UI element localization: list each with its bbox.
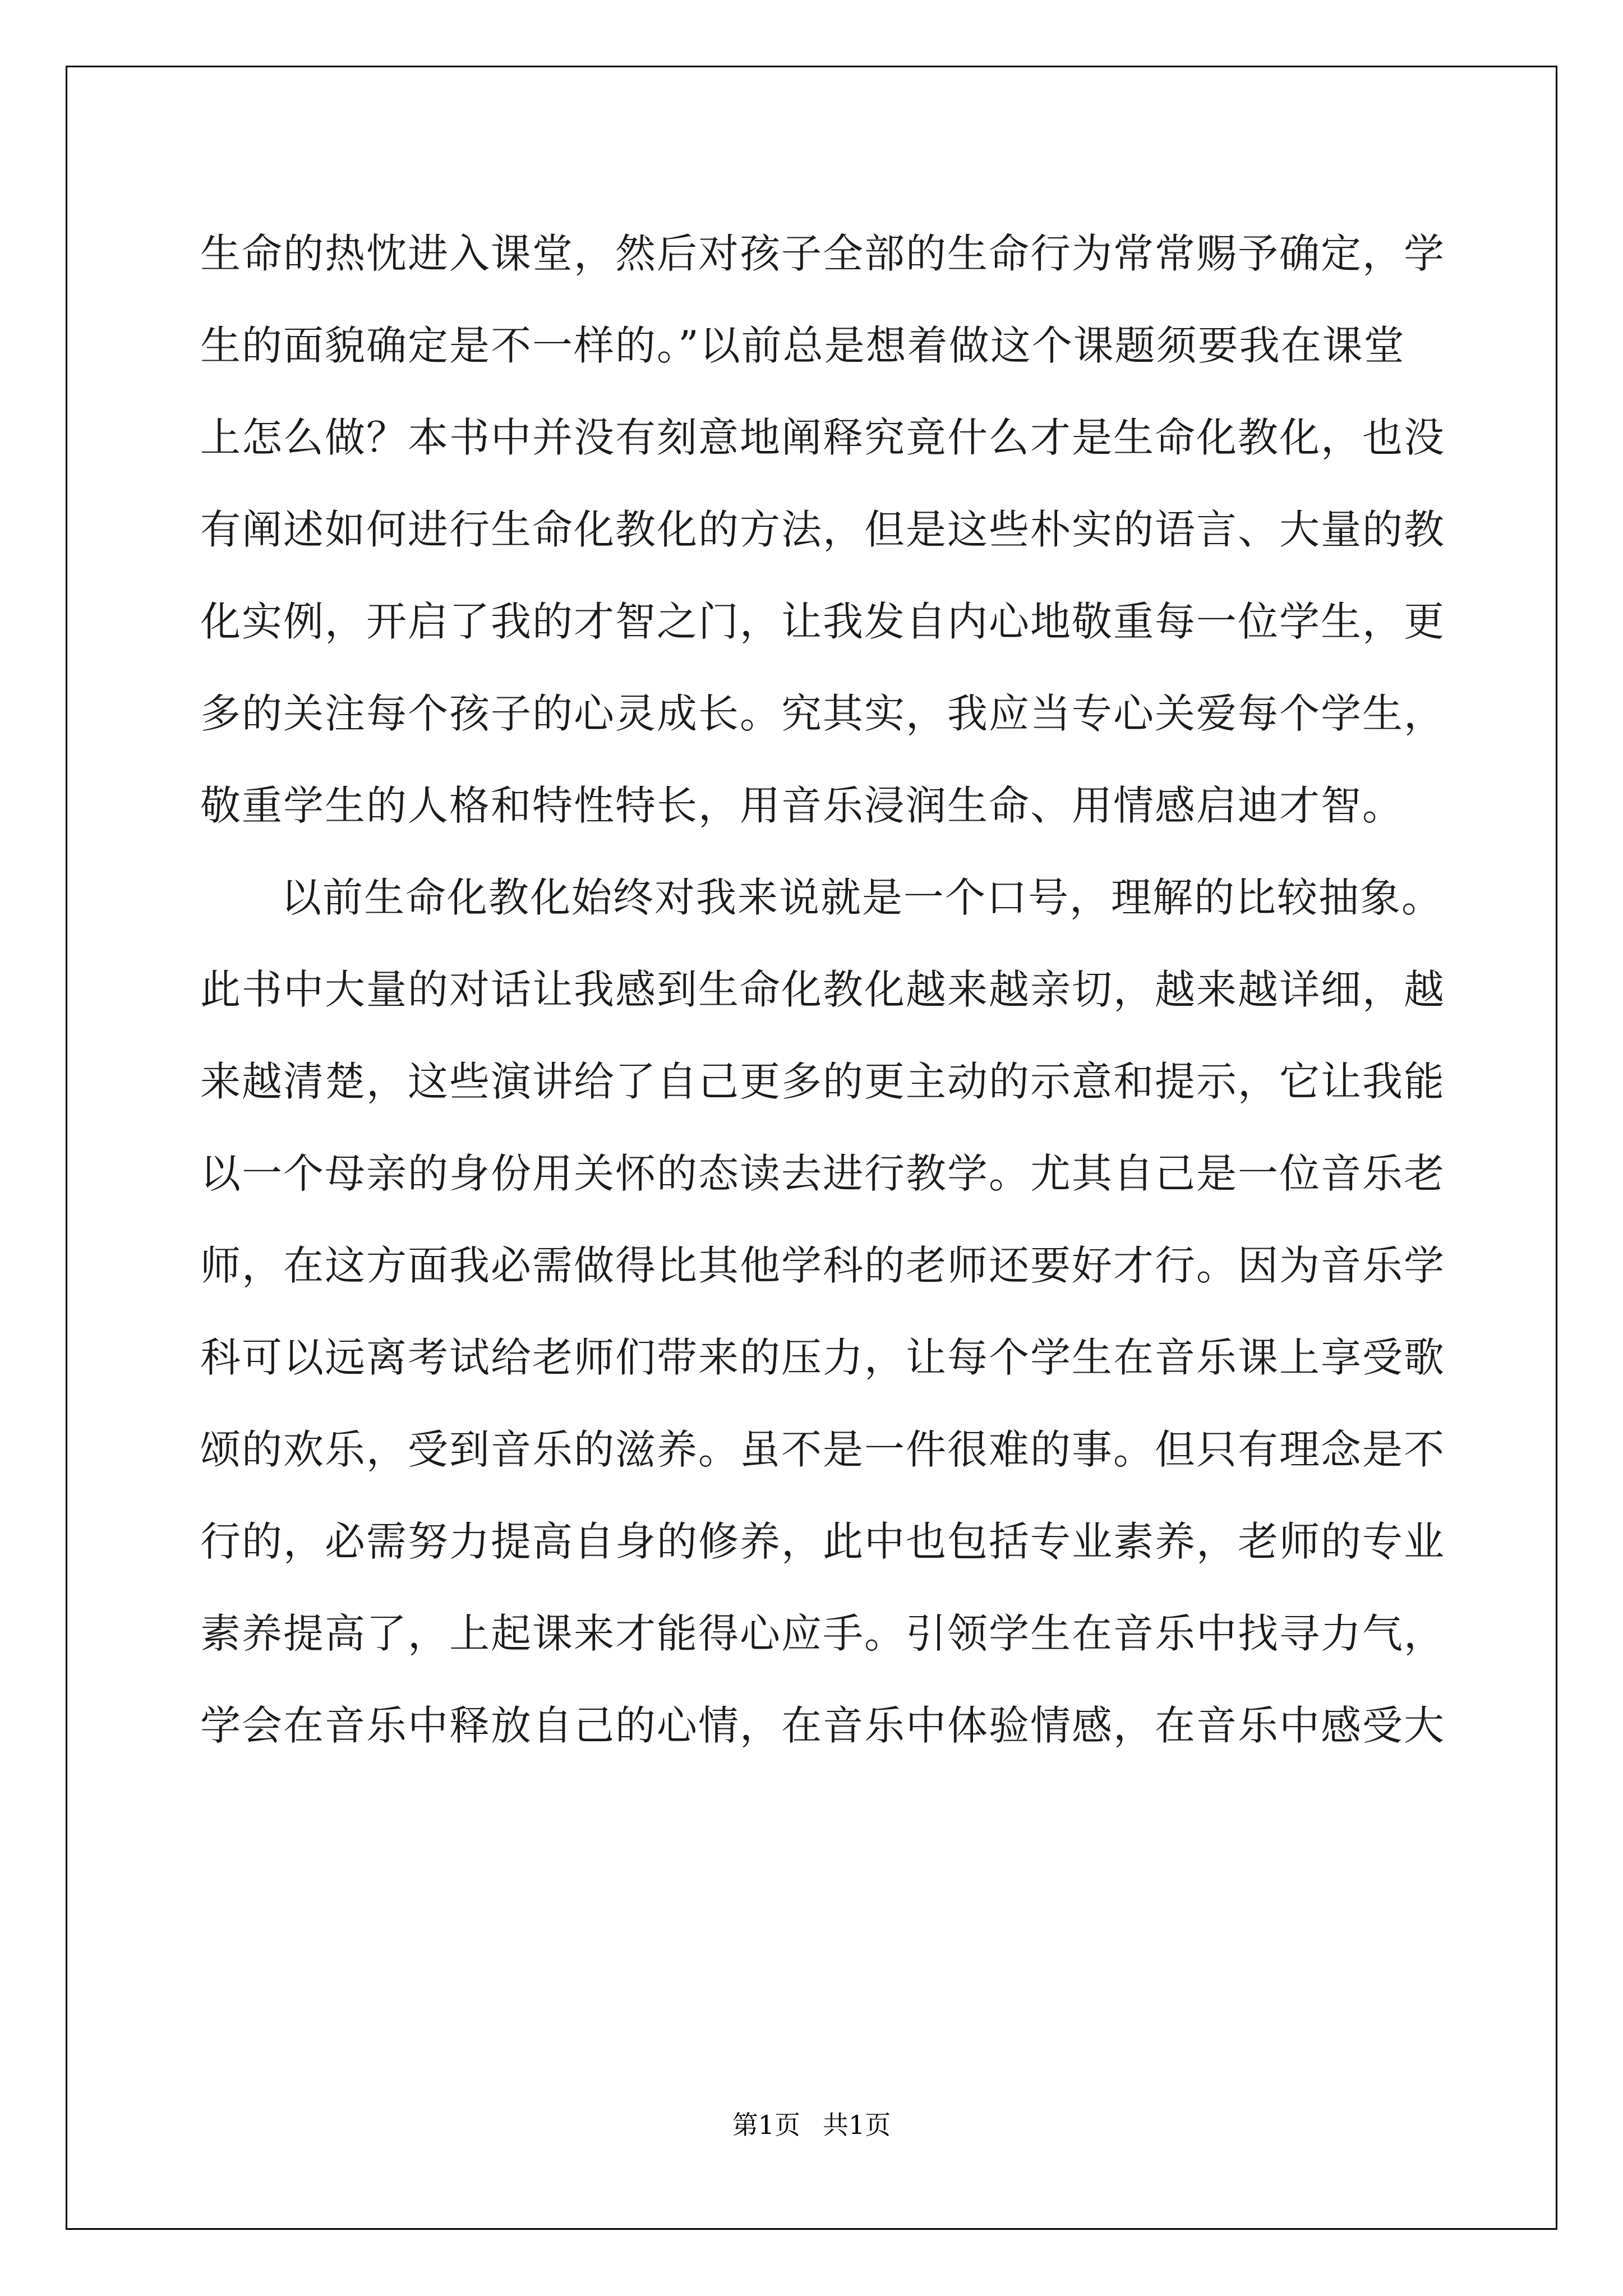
text-line: 生命的热忱进入课堂，然后对孩子全部的生命行为常常赐予确定，学 <box>200 230 1446 277</box>
text-line: 此书中大量的对话让我感到生命化教化越来越亲切，越来越详细，越 <box>200 966 1446 1013</box>
text-line: 化实例，开启了我的才智之门，让我发自内心地敬重每一位学生，更 <box>200 598 1446 645</box>
text-line: 学会在音乐中释放自己的心情，在音乐中体验情感，在音乐中感受大 <box>200 1702 1446 1749</box>
text-line: 科可以远离考试给老师们带来的压力，让每个学生在音乐课上享受歌 <box>200 1334 1446 1381</box>
paragraph-start-line: 以前生命化教化始终对我来说就是一个口号，理解的比较抽象。 <box>281 874 1444 921</box>
page-footer <box>0 2108 1623 2142</box>
text-line: 以一个母亲的身份用关怀的态读去进行教学。尤其自己是一位音乐老 <box>200 1150 1446 1197</box>
text-line: 上怎么做？本书中并没有刻意地阐释究竟什么才是生命化教化，也没 <box>200 414 1446 461</box>
text-line: 颂的欢乐，受到音乐的滋养。虽不是一件很难的事。但只有理念是不 <box>200 1426 1446 1473</box>
text-line: 师，在这方面我必需做得比其他学科的老师还要好才行。因为音乐学 <box>200 1242 1446 1289</box>
text-line: 多的关注每个孩子的心灵成长。究其实，我应当专心关爱每个学生， <box>200 690 1446 737</box>
page-number: 第1页 <box>732 2110 800 2140</box>
page-total: 共1页 <box>823 2110 891 2140</box>
text-line: 来越清楚，这些演讲给了自己更多的更主动的示意和提示，它让我能 <box>200 1058 1446 1105</box>
text-line: 生的面貌确定是不一样的。”以前总是想着做这个课题须要我在课堂 <box>200 322 1405 369</box>
text-line: 有阐述如何进行生命化教化的方法，但是这些朴实的语言、大量的教 <box>200 506 1446 553</box>
text-line: 素养提高了，上起课来才能得心应手。引领学生在音乐中找寻力气， <box>200 1610 1446 1657</box>
text-line: 敬重学生的人格和特性特长，用音乐浸润生命、用情感启迪才智。 <box>200 782 1404 829</box>
text-line: 行的，必需努力提高自身的修养，此中也包括专业素养，老师的专业 <box>200 1518 1446 1565</box>
document-body <box>200 208 1446 1772</box>
